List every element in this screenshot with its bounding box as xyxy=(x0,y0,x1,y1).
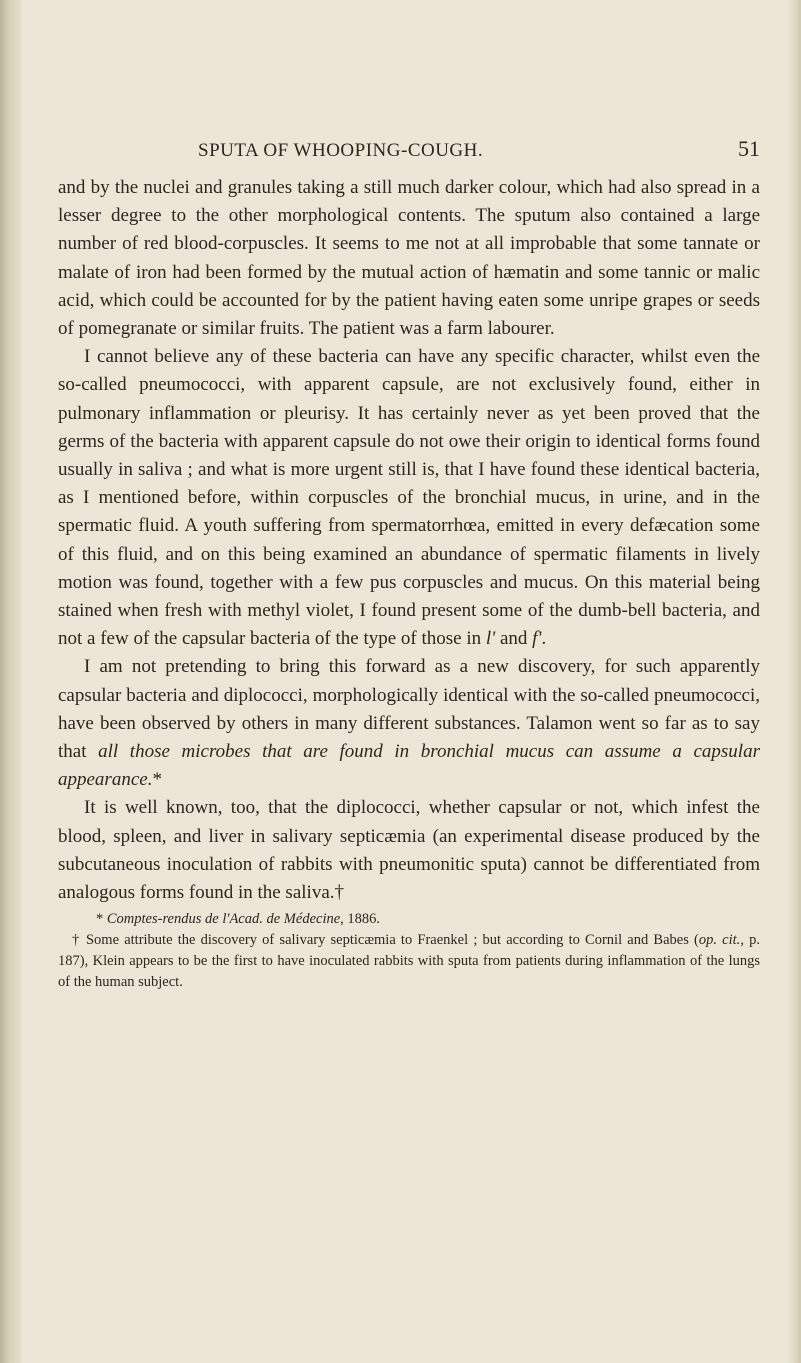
footnote-1 xyxy=(58,909,760,930)
running-head xyxy=(58,130,760,166)
paragraph-1-text: and by the nuclei and granules taking a still much darker colour, which had also spread in a lesser degree to the other morphological contents. The sputum also contained a large number of red blood-corpuscles. It seems to me not at all improbable that some tannate or malate of iron had been formed by the mutual action of hæmatin and some tannic or malic acid, which could be accounted for by the patient having eaten some unripe grapes or seeds of pomegranate or similar fruits. The patient was a farm labourer. xyxy=(58,177,760,340)
body-text xyxy=(58,174,760,907)
paragraph-1 xyxy=(58,174,760,343)
footnotes xyxy=(58,909,760,993)
page-number: 51 xyxy=(738,136,760,161)
footnote-1-marker: * xyxy=(96,911,107,928)
footnote-1-year: , 1886. xyxy=(340,911,381,928)
talamon-quote: all those microbes that are found in bronchial mucus can assume a capsular appearance. xyxy=(58,741,760,791)
paragraph-2-text: I cannot believe any of these bacteria can have any specific character, whilst even the so-called pneumococci, with apparent capsule, are not exclusively found, either in pulmonary inflammation or pleurisy. It has certainly never as yet been proved that the germs of the bacteria with apparent capsule do not owe their origin to identical forms found usually in saliva ; and what is more urgent still is, that I have found these identical bacteria, as I mentioned before, within corpuscles of the bronchial mucus, in urine, and in the spermatic fluid. A youth suffering from spermatorrhœa, emitted in every defæcation some of this fluid, and on this being examined an abundance of spermatic filaments in lively motion was found, together with a few pus corpuscles and mucus. On this material being stained when fresh with methyl violet, I found present some of the dumb-bell bacteria, and not a few of the capsular bacteria of the type of those in xyxy=(58,346,760,650)
figure-ref-l: l' xyxy=(485,628,496,650)
paragraph-2 xyxy=(58,343,760,653)
footnote-2-end: , p. 187), Klein appears to be the first to have inoculated rabbits with sputa from patients during inflammation of the lungs of the human subject. xyxy=(58,932,760,991)
paragraph-3 xyxy=(58,653,760,794)
binding-gutter xyxy=(0,0,22,1363)
figure-ref-f: f' xyxy=(532,628,542,650)
paragraph-2-end: . xyxy=(541,628,547,650)
paragraph-4 xyxy=(58,794,760,907)
paragraph-3-text: I am not pretending to bring this forward as a new discovery, for such apparently capsular bacteria and diplococci, morphologically identical with the so-called pneumococci, have been observed by others in many different substances. Talamon went so far as to say that xyxy=(58,656,760,763)
page-edge xyxy=(787,0,801,1363)
footnote-1-source: Comptes-rendus de l'Acad. de Médecine xyxy=(106,911,341,928)
footnote-2-text: † Some attribute the discovery of salivary septicæmia to Fraenkel ; but according to Cornil and Babes ( xyxy=(72,932,699,949)
paragraph-2-and: and xyxy=(495,628,533,650)
footnote-marker-star: * xyxy=(152,769,162,791)
footnote-2-opcit: op. cit. xyxy=(698,932,741,949)
paragraph-4-text: It is well known, too, that the diplococci, whether capsular or not, which infest the blood, spleen, and liver in salivary septicæmia (an experimental disease produced by the subcutaneous inoculation of rabbits with pneumonitic sputa) cannot be differentiated from analogous forms found in the saliva.† xyxy=(58,797,760,904)
running-title: SPUTA OF WHOOPING-COUGH. xyxy=(198,140,484,161)
footnote-2 xyxy=(58,930,760,993)
book-page xyxy=(58,130,760,993)
